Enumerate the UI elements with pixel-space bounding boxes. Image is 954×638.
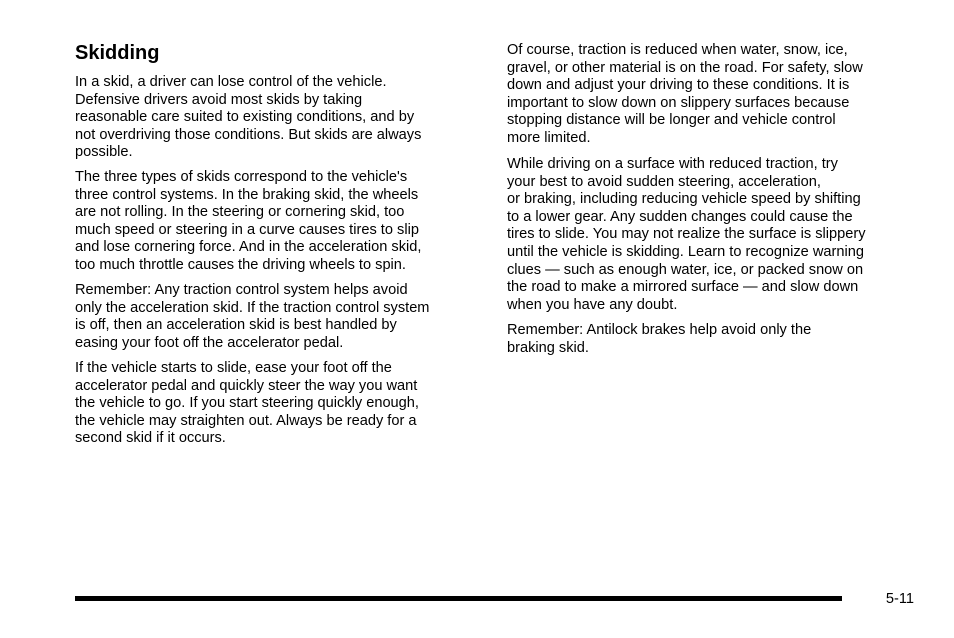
text-line: important to slow down on slippery surfaces because bbox=[507, 94, 850, 111]
paragraph-antilock-brakes bbox=[507, 322, 811, 357]
page-number: 5-11 bbox=[885, 591, 914, 607]
paragraph-reduced-traction bbox=[507, 42, 863, 148]
text-line: when you have any doubt. bbox=[507, 296, 678, 313]
text-line: The three types of skids correspond to the vehicle's bbox=[75, 169, 408, 185]
text-line: to a lower gear. Any sudden changes could cause the bbox=[507, 208, 853, 225]
text-line: tires to slide. You may not realize the surface is slippery bbox=[507, 226, 866, 243]
text-line: reasonable care suited to existing conditions, and by bbox=[75, 109, 415, 126]
text-line: Remember: Antilock brakes help avoid only the bbox=[507, 322, 812, 338]
text-line: If the vehicle starts to slide, ease your foot off the bbox=[75, 360, 392, 376]
text-line: much speed or steering in a curve causes tires to slip bbox=[75, 221, 419, 238]
text-line: the vehicle may straighten out. Always be ready for a bbox=[75, 412, 417, 429]
text-line: is off, then an acceleration skid is best handled by bbox=[75, 317, 397, 334]
text-line: more limited. bbox=[507, 129, 591, 146]
section-title: Skidding bbox=[75, 42, 160, 64]
paragraph-skid-intro bbox=[75, 74, 421, 162]
text-line: only the acceleration skid. If the traction control system bbox=[75, 299, 430, 316]
paragraph-skid-types bbox=[75, 169, 421, 275]
text-line: Remember: Any traction control system helps avoid bbox=[75, 282, 408, 298]
paragraph-driving-advice bbox=[507, 156, 866, 314]
text-line: second skid if it occurs. bbox=[75, 430, 226, 447]
text-line: easing your foot off the accelerator pedal. bbox=[75, 334, 344, 351]
text-line: are not rolling. In the steering or cornering skid, too bbox=[75, 204, 405, 221]
text-line: until the vehicle is skidding. Learn to recognize warning bbox=[507, 243, 864, 260]
text-line: your best to avoid sudden steering, acceleration, bbox=[507, 173, 821, 190]
text-line: not overdriving those conditions. But skids are always bbox=[75, 126, 422, 143]
text-line: too much throttle causes the driving wheels to spin. bbox=[75, 256, 406, 273]
paragraph-slide-recovery bbox=[75, 360, 419, 448]
footer-rule bbox=[75, 596, 842, 601]
text-line: down and adjust your driving to these conditions. It is bbox=[507, 77, 850, 94]
text-line: In a skid, a driver can lose control of the vehicle. bbox=[75, 74, 387, 90]
text-line: accelerator pedal and quickly steer the way you want bbox=[75, 377, 418, 394]
text-line: braking skid. bbox=[507, 339, 589, 356]
text-line: or braking, including reducing vehicle speed by shifting bbox=[507, 191, 861, 208]
text-line: Of course, traction is reduced when water, snow, ice, bbox=[507, 42, 848, 58]
text-line: Defensive drivers avoid most skids by taking bbox=[75, 91, 363, 108]
text-line: possible. bbox=[75, 144, 133, 161]
text-line: the vehicle to go. If you start steering quickly enough, bbox=[75, 395, 419, 412]
text-line: While driving on a surface with reduced traction, try bbox=[507, 156, 838, 172]
text-line: gravel, or other material is on the road. For safety, slow bbox=[507, 59, 863, 76]
text-line: clues — such as enough water, ice, or packed snow on bbox=[507, 261, 864, 278]
text-line: the road to make a mirrored surface — and slow down bbox=[507, 279, 859, 296]
text-line: three control systems. In the braking skid, the wheels bbox=[75, 186, 419, 203]
text-line: stopping distance will be longer and vehicle control bbox=[507, 112, 836, 129]
paragraph-traction-control bbox=[75, 282, 429, 352]
text-line: and lose cornering force. And in the acceleration skid, bbox=[75, 239, 422, 256]
